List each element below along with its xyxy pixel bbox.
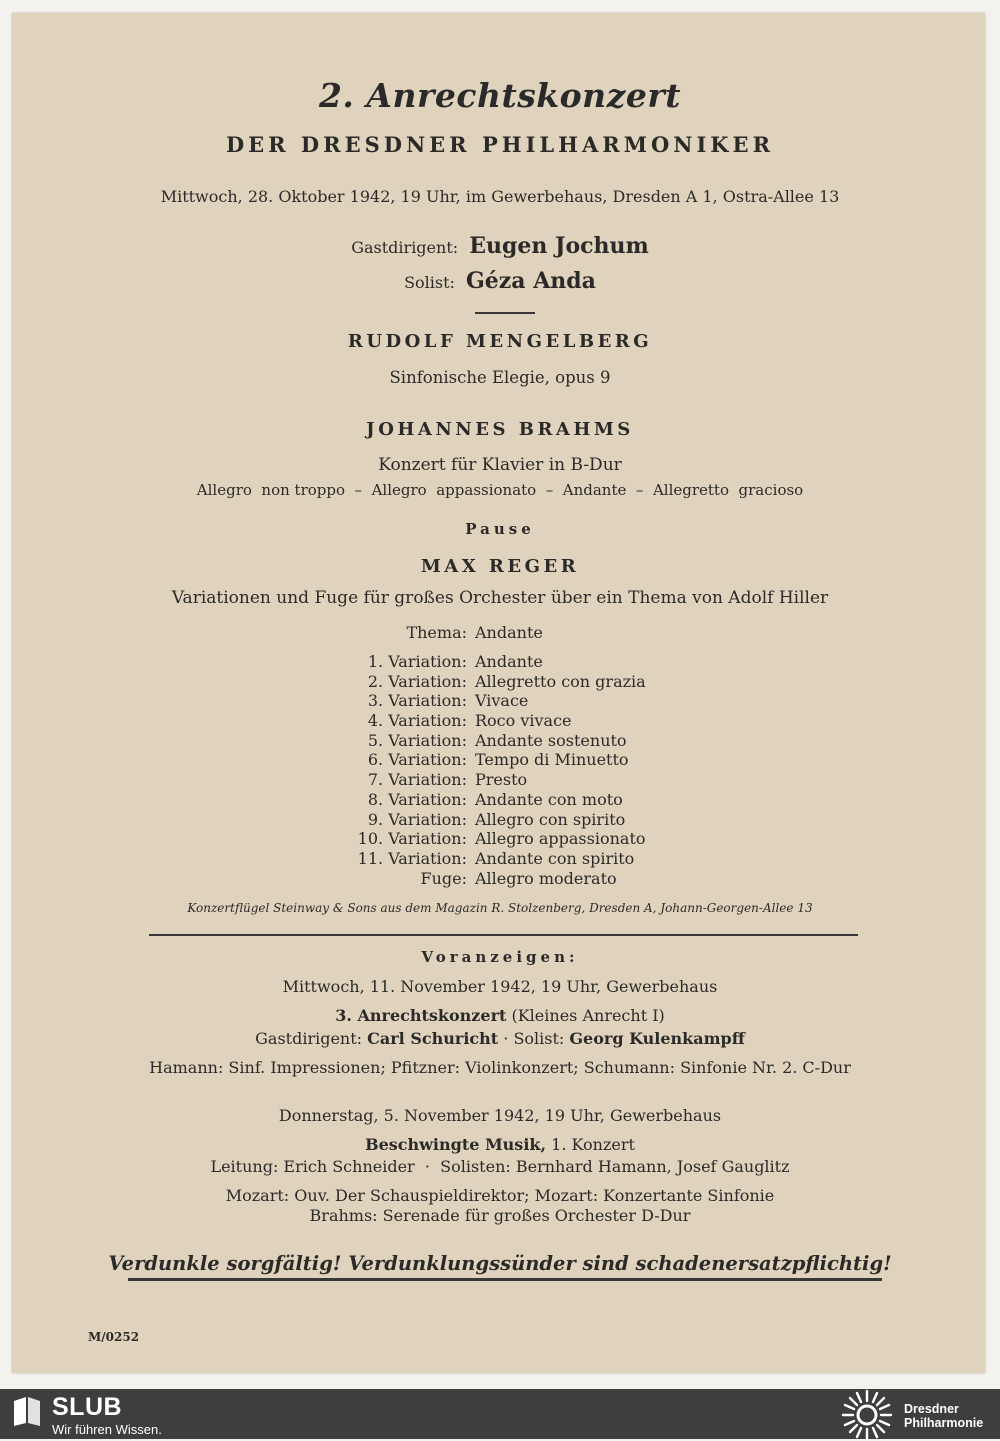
- slub-tagline: Wir führen Wissen.: [52, 1422, 162, 1437]
- fugue-row: Fuge: Allegro moderato: [420, 868, 617, 888]
- variation-row: 6. Variation: Tempo di Minuetto: [367, 750, 629, 770]
- soloist-label: Solist:: [404, 273, 455, 292]
- composer-brahms: JOHANNES BRAHMS: [366, 419, 634, 440]
- composer-mengelberg: RUDOLF MENGELBERG: [347, 331, 653, 352]
- variation-row: 3. Variation: Vivace: [367, 691, 529, 711]
- variation-row: 1. Variation: Andante: [367, 652, 543, 671]
- orchestra-name: DER DRESDNER PHILHARMONIKER: [225, 132, 775, 157]
- event2-date: Donnerstag, 5. November 1942, 19 Uhr, Gewerbehaus: [278, 1106, 722, 1125]
- announcements-heading: Voranzeigen:: [421, 948, 579, 966]
- event1-program: Hamann: Sinf. Impressionen; Pfitzner: Violinkonzert; Schumann: Sinfonie Nr. 2. C-Dur: [149, 1058, 851, 1077]
- concert-title: 2. Anrechtskonzert: [318, 76, 682, 115]
- event2-program-2: Brahms: Serenade für großes Orchester D-Dur: [309, 1206, 691, 1225]
- variation-row: 7. Variation: Presto: [367, 770, 528, 790]
- soloist-name: Géza Anda: [466, 268, 596, 294]
- sunburst-logo-icon: [841, 1389, 893, 1441]
- footer-bar: [0, 1389, 1000, 1439]
- work-reger: Variationen und Fuge für großes Orchester über ein Thema von Adolf Hiller: [171, 588, 829, 608]
- event1-title-line: [0, 1006, 1000, 1025]
- conductor-line: [0, 233, 1000, 259]
- variation-row: 8. Variation: Andante con moto: [367, 789, 623, 809]
- variation-row: 9. Variation: Allegro con spirito: [367, 809, 626, 829]
- event2-title: Beschwingte Musik,: [365, 1135, 547, 1154]
- warning-underline: [128, 1278, 882, 1281]
- book-icon: [12, 1395, 42, 1427]
- blackout-warning: Verdunkle sorgfältig! Verdunklungssünder sind schadenersatzpflichtig!: [108, 1252, 892, 1275]
- section-divider: [149, 934, 858, 936]
- theme-row: [167, 623, 543, 642]
- variation-row: 10. Variation: Allegro appassionato: [357, 829, 646, 849]
- event1-conductor: Carl Schuricht: [367, 1029, 499, 1048]
- composer-reger: MAX REGER: [420, 556, 580, 577]
- event2-program-1: Mozart: Ouv. Der Schauspieldirektor; Mozart: Konzertante Sinfonie: [225, 1186, 775, 1205]
- event2-leaders: Leitung: Erich Schneider · Solisten: Bernhard Hamann, Josef Gauglitz: [210, 1157, 790, 1176]
- work-brahms: Konzert für Klavier in B-Dur: [378, 455, 622, 475]
- concert-date-place: Mittwoch, 28. Oktober 1942, 19 Uhr, im Gewerbehaus, Dresden A 1, Ostra-Allee 13: [160, 187, 840, 206]
- short-divider: [475, 312, 535, 314]
- brahms-movements: Allegro non troppo – Allegro appassionato – Andante – Allegretto gracioso: [196, 481, 804, 499]
- theme-label: Thema:: [406, 623, 467, 642]
- conductor-label: Gastdirigent:: [351, 238, 459, 257]
- variation-row: 11. Variation: Andante con spirito: [357, 848, 635, 868]
- soloist-line: [0, 268, 1000, 294]
- conductor-name: Eugen Jochum: [469, 233, 649, 259]
- event1-artists: Gastdirigent: Carl Schuricht · Solist: Georg Kulenkampff: [255, 1029, 745, 1048]
- event1-title: 3. Anrechtskonzert: [335, 1006, 507, 1025]
- event1-soloist: Georg Kulenkampff: [569, 1029, 745, 1048]
- variation-row: 4. Variation: Roco vivace: [367, 711, 572, 731]
- theme-value: Andante: [475, 623, 543, 642]
- partner-logo-text[interactable]: Dresdner Philharmonie: [904, 1402, 984, 1430]
- catalog-number: M/0252: [88, 1330, 140, 1344]
- slub-logo-text[interactable]: SLUB: [52, 1393, 123, 1421]
- event2-title-line: [0, 1135, 1000, 1154]
- work-mengelberg: Sinfonische Elegie, opus 9: [389, 368, 611, 387]
- variations-list: [167, 652, 646, 888]
- piano-note: Konzertflügel Steinway & Sons aus dem Magazin R. Stolzenberg, Dresden A, Johann-Georgen-Allee 13: [187, 901, 813, 915]
- event1-subtitle: (Kleines Anrecht I): [511, 1006, 665, 1025]
- event2-subtitle: 1. Konzert: [551, 1135, 635, 1154]
- variation-row: 2. Variation: Allegretto con grazia: [367, 671, 646, 691]
- variation-row: 5. Variation: Andante sostenuto: [367, 730, 627, 750]
- pause-label: Pause: [465, 520, 535, 538]
- event1-date: Mittwoch, 11. November 1942, 19 Uhr, Gewerbehaus: [282, 977, 718, 996]
